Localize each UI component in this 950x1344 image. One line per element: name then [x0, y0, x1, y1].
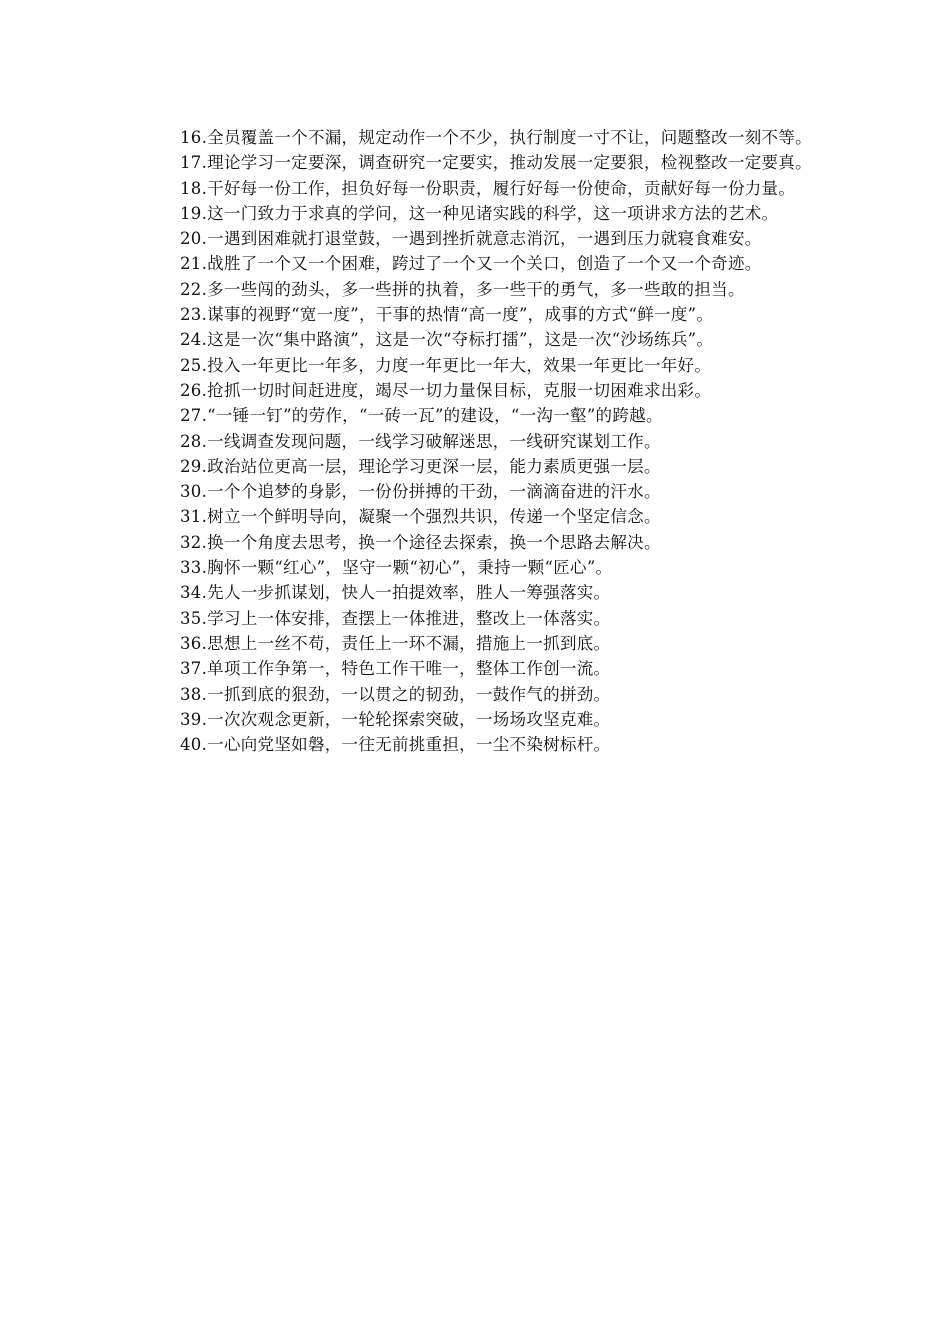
list-item: 29.政治站位更高一层，理论学习更深一层，能力素质更强一层。 [180, 456, 661, 476]
list-item: 40.一心向党坚如磐，一往无前挑重担，一尘不染树标杆。 [180, 735, 611, 755]
list-item: 39.一次次观念更新，一轮轮探索突破，一场场攻坚克难。 [180, 709, 611, 729]
list-item: 36.思想上一丝不苟，责任上一环不漏，措施上一抓到底。 [180, 633, 611, 653]
list-item: 17.理论学习一定要深，调查研究一定要实，推动发展一定要狠，检视整改一定要真。 [180, 153, 812, 173]
list-item: 22.多一些闯的劲头，多一些拼的执着，多一些干的勇气，多一些敢的担当。 [180, 279, 745, 299]
list-item: 26.抢抓一切时间赶进度，竭尽一切力量保目标，克服一切困难求出彩。 [180, 380, 712, 400]
list-item: 27.“一锤一钉”的劳作，“一砖一瓦”的建设，“一沟一壑”的跨越。 [180, 406, 663, 426]
list-item: 32.换一个角度去思考，换一个途径去探索，换一个思路去解决。 [180, 532, 661, 552]
list-item: 28.一线调查发现问题，一线学习破解迷思，一线研究谋划工作。 [180, 431, 661, 451]
document-body [143, 125, 815, 757]
list-item: 38.一抓到底的狠劲，一以贯之的韧劲，一鼓作气的拼劲。 [180, 684, 611, 704]
list-item: 16.全员覆盖一个不漏，规定动作一个不少，执行制度一寸不让，问题整改一刻不等。 [180, 128, 812, 147]
list-item: 34.先人一步抓谋划，快人一拍提效率，胜人一筹强落实。 [180, 583, 611, 603]
list-item: 31.树立一个鲜明导向，凝聚一个强烈共识，传递一个坚定信念。 [180, 507, 661, 527]
list-item: 23.谋事的视野“宽一度”，干事的热情“高一度”，成事的方式“鲜一度”。 [180, 305, 714, 325]
list-item: 21.战胜了一个又一个困难，跨过了一个又一个关口，创造了一个又一个奇迹。 [180, 254, 762, 274]
list-item: 37.单项工作争第一，特色工作干唯一，整体工作创一流。 [180, 659, 611, 679]
list-item: 20.一遇到困难就打退堂鼓，一遇到挫折就意志消沉，一遇到压力就寝食难安。 [180, 229, 762, 249]
list-item: 33.胸怀一颗“红心”，坚守一颗“初心”，秉持一颗“匠心”。 [180, 558, 613, 578]
list-item: 35.学习上一体安排，查摆上一体推进，整改上一体落实。 [180, 608, 611, 628]
list-item: 25.投入一年更比一年多，力度一年更比一年大，效果一年更比一年好。 [180, 355, 712, 375]
list-item: 24.这是一次“集中路演”，这是一次“夺标打擂”，这是一次“沙场练兵”。 [180, 330, 714, 350]
list-item: 19.这一门致力于求真的学问，这一种见诸实践的科学，这一项讲求方法的艺术。 [180, 203, 779, 223]
list-item: 30.一个个追梦的身影，一份份拼搏的干劲，一滴滴奋进的汗水。 [180, 482, 661, 502]
list-item: 18.干好每一份工作，担负好每一份职责，履行好每一份使命，贡献好每一份力量。 [180, 178, 796, 198]
